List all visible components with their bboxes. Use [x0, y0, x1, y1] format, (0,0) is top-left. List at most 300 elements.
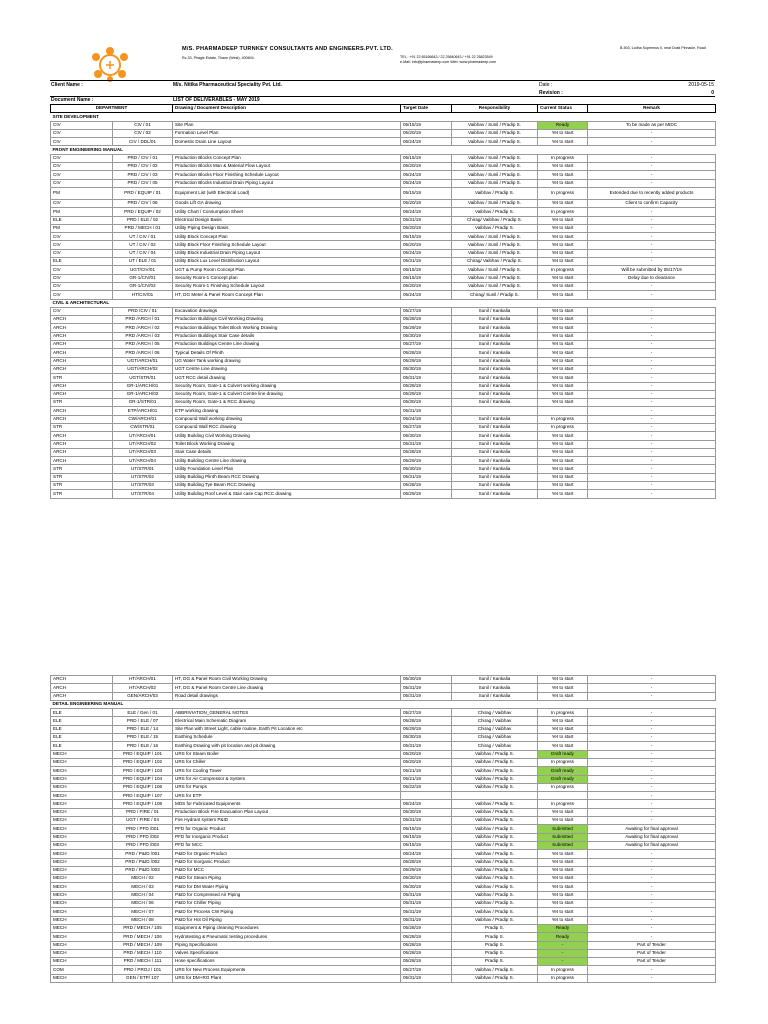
- cell-remark: -: [588, 883, 716, 891]
- cell-remark: -: [588, 415, 716, 423]
- cell-department: MECH: [51, 883, 113, 891]
- cell-department: CIV: [51, 307, 113, 315]
- table-row: [51, 684, 716, 692]
- cell-status: Yet to start: [538, 258, 588, 266]
- cell-responsibility: Sunil / Kankalia: [452, 365, 538, 373]
- cell-document-code: PRD / EQUIP / 02: [113, 208, 173, 216]
- cell-target-date: 05/29/19: [401, 457, 452, 465]
- section-header-row: [51, 146, 716, 154]
- cell-target-date: 05/20/19: [401, 750, 452, 758]
- cell-department: CIV: [51, 291, 113, 299]
- cell-document-code: PRD / ELE / 15: [113, 734, 173, 742]
- cell-description: P&ID for Process CW Piping: [173, 908, 401, 916]
- cell-target-date: 05/24/19: [401, 249, 452, 257]
- cell-document-code: UT/STR/02: [113, 473, 173, 481]
- col-target-date: Target Date: [401, 105, 452, 113]
- cell-remark: -: [588, 858, 716, 866]
- cell-status: Yet to start: [538, 692, 588, 700]
- cell-target-date: 05/24/19: [401, 291, 452, 299]
- cell-responsibility: Sunil / Kankalia: [452, 473, 538, 481]
- cell-department: MECH: [51, 833, 113, 841]
- cell-department: ARCH: [51, 324, 113, 332]
- cell-responsibility: Sunil / Kankalia: [452, 692, 538, 700]
- cell-department: PM: [51, 224, 113, 232]
- cell-department: STR: [51, 423, 113, 431]
- cell-status: Yet to start: [538, 717, 588, 725]
- cell-document-code: GR-1/STR/01: [113, 399, 173, 407]
- table-row: [51, 473, 716, 481]
- cell-target-date: 05/29/19: [401, 357, 452, 365]
- cell-department: MECH: [51, 941, 113, 949]
- cell-remark: -: [588, 734, 716, 742]
- col-description: Drawing / Document Description: [173, 105, 401, 113]
- cell-document-code: UT/ARCH/04: [113, 457, 173, 465]
- table-row: [51, 933, 716, 941]
- col-department: DEPARTMENT: [51, 105, 173, 113]
- cell-status: -: [538, 958, 588, 966]
- cell-responsibility: Vaibhav / Pradip S.: [452, 875, 538, 883]
- table-row: [51, 966, 716, 974]
- cell-remark: -: [588, 465, 716, 473]
- table-row: [51, 875, 716, 883]
- cell-remark: -: [588, 163, 716, 171]
- cell-document-code: UT/STR/01: [113, 465, 173, 473]
- company-logo: [83, 46, 137, 82]
- table-row: [51, 282, 716, 290]
- cell-status: Yet to start: [538, 374, 588, 382]
- cell-description: Utility Building Roof Level & Stair case Cap RCC drawing: [173, 490, 401, 498]
- cell-status: Yet to start: [538, 725, 588, 733]
- cell-description: Fire Hydrant system P&ID: [173, 817, 401, 825]
- date-value: 2019-05-15: [688, 82, 714, 88]
- cell-department: ARCH: [51, 341, 113, 349]
- cell-description: MDS for Fabricated Equipments: [173, 800, 401, 808]
- cell-department: ARCH: [51, 457, 113, 465]
- cell-responsibility: Sunil / Kankalia: [452, 390, 538, 398]
- cell-target-date: 05/28/19: [401, 717, 452, 725]
- cell-remark: -: [588, 482, 716, 490]
- cell-department: ARCH: [51, 440, 113, 448]
- cell-target-date: 05/20/19: [401, 282, 452, 290]
- cell-target-date: 05/15/19: [401, 841, 452, 849]
- table-row: [51, 307, 716, 315]
- cell-document-code: PRD / CIV / 02: [113, 163, 173, 171]
- cell-remark: -: [588, 374, 716, 382]
- client-label: Client Name :: [51, 82, 83, 88]
- cell-department: CIV: [51, 154, 113, 162]
- cell-document-code: GR-1/ARCH/01: [113, 382, 173, 390]
- table-row: [51, 841, 716, 849]
- cell-department: CIV: [51, 138, 113, 146]
- document-name: LIST OF DELIVERABLES - MAY 2019: [173, 97, 260, 103]
- cell-status: Yet to start: [538, 390, 588, 398]
- cell-target-date: 05/30/19: [401, 465, 452, 473]
- cell-document-code: GR-1/CIV/01: [113, 274, 173, 282]
- cell-document-code: PRD /CIV / 01: [113, 307, 173, 315]
- table-row: [51, 332, 716, 340]
- cell-target-date: 05/27/19: [401, 341, 452, 349]
- cell-responsibility: Pradip S.: [452, 933, 538, 941]
- cell-responsibility: Sunil / Kankalia: [452, 457, 538, 465]
- cell-department: MECH: [51, 825, 113, 833]
- cell-responsibility: Sunil / Kankalia: [452, 432, 538, 440]
- cell-remark: -: [588, 216, 716, 224]
- table-row: [51, 224, 716, 232]
- company-address: Rx-33, Phagle Estate, Thane (West), 400604.: [182, 56, 255, 60]
- cell-description: Site Plan: [173, 121, 401, 129]
- cell-department: ARCH: [51, 407, 113, 415]
- cell-description: Earthing Schedule: [173, 734, 401, 742]
- cell-description: URS for Cooling Tower: [173, 767, 401, 775]
- cell-description: UGT Centre Line drawing: [173, 365, 401, 373]
- company-right-address: B-503, Lodha Supremus II, near Dosti Pinnacle, Road: [620, 46, 706, 50]
- cell-responsibility: Pradip S.: [452, 958, 538, 966]
- cell-responsibility: [452, 792, 538, 800]
- cell-status: Ready: [538, 933, 588, 941]
- cell-department: ARCH: [51, 349, 113, 357]
- cell-department: MECH: [51, 974, 113, 982]
- cell-department: ELE: [51, 725, 113, 733]
- cell-document-code: MECH / 03: [113, 883, 173, 891]
- cell-status: Yet to start: [538, 216, 588, 224]
- cell-document-code: UGT / FIRE / 04: [113, 817, 173, 825]
- cell-responsibility: Pradip S.: [452, 924, 538, 932]
- cell-remark: -: [588, 241, 716, 249]
- cell-description: Piping Specifications: [173, 941, 401, 949]
- cell-description: PFD for MCC: [173, 841, 401, 849]
- cell-department: ELE: [51, 258, 113, 266]
- cell-responsibility: Chirag / Vaibhav: [452, 734, 538, 742]
- cell-target-date: 05/28/19: [401, 958, 452, 966]
- cell-responsibility: Vaibhav / Pradip S.: [452, 783, 538, 791]
- cell-remark: -: [588, 382, 716, 390]
- cell-target-date: 05/31/19: [401, 692, 452, 700]
- cell-target-date: 05/28/19: [401, 349, 452, 357]
- cell-description: Typical Details Of Plinth: [173, 349, 401, 357]
- cell-department: ARCH: [51, 692, 113, 700]
- cell-remark: Extended due to recently added products: [588, 187, 716, 199]
- cell-target-date: 05/31/19: [401, 916, 452, 924]
- cell-department: STR: [51, 490, 113, 498]
- cell-document-code: GR-1/ARCH/02: [113, 390, 173, 398]
- cell-status: In progress: [538, 423, 588, 431]
- cell-status: -: [538, 941, 588, 949]
- cell-description: Utility Building Centre Line drawing: [173, 457, 401, 465]
- cell-responsibility: Vaibhav / Pradip S.: [452, 750, 538, 758]
- cell-target-date: 05/29/19: [401, 866, 452, 874]
- cell-responsibility: Vaibhav / Sunil / Pradip S.: [452, 121, 538, 129]
- cell-description: Site Plan with Street Light, cable routine, Earth Pit Location etc: [173, 725, 401, 733]
- cell-document-code: UT/ARCH/01: [113, 432, 173, 440]
- cell-description: Utility Foundation Level Plan: [173, 465, 401, 473]
- cell-responsibility: Vaibhav / Pradip S.: [452, 817, 538, 825]
- cell-remark: -: [588, 792, 716, 800]
- cell-status: Yet to start: [538, 866, 588, 874]
- cell-description: Hydrotesting & Pneumatic testing procedures: [173, 933, 401, 941]
- cell-department: MECH: [51, 908, 113, 916]
- cell-responsibility: Vaibhav / Pradip S.: [452, 908, 538, 916]
- cell-status: Yet to start: [538, 349, 588, 357]
- cell-target-date: 05/15/19: [401, 266, 452, 274]
- table-row: [51, 399, 716, 407]
- cell-target-date: 05/28/19: [401, 924, 452, 932]
- cell-remark: -: [588, 440, 716, 448]
- cell-responsibility: Sunil / Kankalia: [452, 490, 538, 498]
- cell-department: MECH: [51, 800, 113, 808]
- cell-status: Yet to start: [538, 734, 588, 742]
- cell-description: ETP working drawing: [173, 407, 401, 415]
- table-row: [51, 465, 716, 473]
- table-row: [51, 808, 716, 816]
- cell-description: Production Block Fire Evacuation Plan Layout: [173, 808, 401, 816]
- cell-document-code: UT/STR/04: [113, 490, 173, 498]
- cell-target-date: 05/30/19: [401, 399, 452, 407]
- cell-description: Compound Wall working drawing: [173, 415, 401, 423]
- cell-document-code: PRD / MECH / 106: [113, 933, 173, 941]
- table-row: [51, 767, 716, 775]
- cell-status: Yet to start: [538, 382, 588, 390]
- cell-target-date: 05/31/19: [401, 440, 452, 448]
- table-row: [51, 208, 716, 216]
- cell-responsibility: Vaibhav / Sunil / Pradip S.: [452, 129, 538, 137]
- cell-status: Yet to start: [538, 241, 588, 249]
- cell-responsibility: Sunil / Kankalia: [452, 316, 538, 324]
- cell-responsibility: Sunil / Kankalia: [452, 357, 538, 365]
- cell-status: Yet to start: [538, 291, 588, 299]
- cell-remark: -: [588, 208, 716, 216]
- cell-description: Utility Block Floor Finishing Schedule Layout: [173, 241, 401, 249]
- cell-target-date: 05/31/19: [401, 258, 452, 266]
- cell-responsibility: Sunil / Kankalia: [452, 307, 538, 315]
- table-row: [51, 199, 716, 207]
- cell-description: Excavation drawings: [173, 307, 401, 315]
- cell-responsibility: Sunil / Kankalia: [452, 399, 538, 407]
- cell-responsibility: Sunil / Kankalia: [452, 382, 538, 390]
- cell-remark: -: [588, 129, 716, 137]
- cell-target-date: 05/30/19: [401, 734, 452, 742]
- cell-responsibility: Vaibhav / Pradip S.: [452, 850, 538, 858]
- cell-document-code: UGT/ARCH/02: [113, 365, 173, 373]
- cell-target-date: 05/20/19: [401, 199, 452, 207]
- cell-department: MECH: [51, 767, 113, 775]
- table-row: [51, 316, 716, 324]
- cell-document-code: PRD /ARCH / 05: [113, 341, 173, 349]
- cell-responsibility: [452, 407, 538, 415]
- cell-description: Utility Block Industrial Drain Piping Layout: [173, 249, 401, 257]
- table-row: [51, 374, 716, 382]
- cell-description: Utility Block Lux Level Distribution Layout: [173, 258, 401, 266]
- cell-remark: -: [588, 775, 716, 783]
- cell-status: -: [538, 949, 588, 957]
- cell-responsibility: Vaibhav / Pradip S.: [452, 858, 538, 866]
- cell-department: ELE: [51, 216, 113, 224]
- table-row: [51, 725, 716, 733]
- cell-description: URS for New Process Equipments: [173, 966, 401, 974]
- cell-target-date: 05/28/19: [401, 482, 452, 490]
- cell-document-code: ETP/ARCH/01: [113, 407, 173, 415]
- cell-status: Yet to start: [538, 900, 588, 908]
- section-title: SITE DEVELOPMENT: [51, 113, 716, 121]
- cell-remark: -: [588, 767, 716, 775]
- cell-description: P&ID for MCC: [173, 866, 401, 874]
- cell-department: ARCH: [51, 448, 113, 456]
- cell-department: CIV: [51, 249, 113, 257]
- cell-remark: -: [588, 900, 716, 908]
- cell-status: Yet to start: [538, 883, 588, 891]
- cell-status: Yet to start: [538, 891, 588, 899]
- cell-description: Domestic Drain Line Layout: [173, 138, 401, 146]
- cell-target-date: 05/24/19: [401, 171, 452, 179]
- revision-label: Revision :: [539, 90, 563, 96]
- cell-status: In progress: [538, 208, 588, 216]
- cell-description: Earthing Drawing with pit location and pit drawing: [173, 742, 401, 750]
- cell-department: MECH: [51, 875, 113, 883]
- cell-description: Equipment List (with Electrical Load): [173, 187, 401, 199]
- cell-remark: Part of Tender: [588, 941, 716, 949]
- table-row: [51, 941, 716, 949]
- cell-remark: -: [588, 258, 716, 266]
- table-row: [51, 171, 716, 179]
- cell-department: ARCH: [51, 316, 113, 324]
- date-label: Date :: [539, 82, 553, 88]
- cell-description: Production Buildings Stair Case details: [173, 332, 401, 340]
- cell-responsibility: Sunil / Kankalia: [452, 482, 538, 490]
- cell-department: CIV: [51, 171, 113, 179]
- table-row: [51, 891, 716, 899]
- cell-responsibility: Vaibhav / Sunil / Pradip S.: [452, 249, 538, 257]
- table-row: [51, 291, 716, 299]
- cell-remark: -: [588, 365, 716, 373]
- cell-description: Utility Block Concept Plan: [173, 233, 401, 241]
- cell-target-date: 05/27/19: [401, 423, 452, 431]
- table-row: [51, 833, 716, 841]
- cell-target-date: 05/27/19: [401, 307, 452, 315]
- cell-target-date: 05/31/19: [401, 974, 452, 982]
- cell-document-code: CIV / DDL/01: [113, 138, 173, 146]
- cell-document-code: MECH / 02: [113, 875, 173, 883]
- cell-document-code: PRD / MECH / 110: [113, 949, 173, 957]
- cell-department: STR: [51, 473, 113, 481]
- cell-responsibility: Sunil / Kankalia: [452, 415, 538, 423]
- cell-department: CIV: [51, 233, 113, 241]
- cell-status: Yet to start: [538, 163, 588, 171]
- cell-target-date: 05/30/19: [401, 875, 452, 883]
- cell-target-date: 05/28/19: [401, 941, 452, 949]
- cell-remark: -: [588, 916, 716, 924]
- cell-target-date: 05/24/19: [401, 208, 452, 216]
- table-row: [51, 457, 716, 465]
- cell-remark: Part of Tender: [588, 949, 716, 957]
- cell-department: MECH: [51, 775, 113, 783]
- cell-target-date: 05/30/19: [401, 432, 452, 440]
- cell-status: Submitted: [538, 833, 588, 841]
- cell-status: Yet to start: [538, 249, 588, 257]
- table-row: [51, 692, 716, 700]
- cell-remark: -: [588, 423, 716, 431]
- cell-remark: -: [588, 783, 716, 791]
- cell-target-date: 05/31/19: [401, 216, 452, 224]
- cell-responsibility: Sunil / Kankalia: [452, 374, 538, 382]
- table-row: [51, 792, 716, 800]
- cell-remark: -: [588, 924, 716, 932]
- cell-description: ABBRIVIATION_GENERAL NOTES: [173, 709, 401, 717]
- cell-document-code: PRD / P&ID /003: [113, 866, 173, 874]
- table-row: [51, 154, 716, 162]
- cell-department: MECH: [51, 783, 113, 791]
- cell-document-code: PRD / CIV / 06: [113, 199, 173, 207]
- cell-status: In progress: [538, 266, 588, 274]
- col-responsibility: Responsibility: [452, 105, 538, 113]
- cell-status: Yet to start: [538, 858, 588, 866]
- table-row: [51, 800, 716, 808]
- cell-department: MECH: [51, 958, 113, 966]
- cell-document-code: UT / CIV / 01: [113, 233, 173, 241]
- cell-target-date: 05/20/19: [401, 241, 452, 249]
- cell-remark: To be made as per MIDC: [588, 121, 716, 129]
- table-row: [51, 341, 716, 349]
- cell-status: Yet to start: [538, 875, 588, 883]
- cell-remark: -: [588, 709, 716, 717]
- cell-department: STR: [51, 482, 113, 490]
- table-row: [51, 825, 716, 833]
- cell-target-date: 05/28/19: [401, 382, 452, 390]
- cell-remark: -: [588, 179, 716, 187]
- table-row: [51, 382, 716, 390]
- cell-target-date: 05/28/19: [401, 933, 452, 941]
- cell-remark: -: [588, 399, 716, 407]
- cell-status: Yet to start: [538, 129, 588, 137]
- cell-description: P&ID for DM Water Piping: [173, 883, 401, 891]
- table-row: [51, 958, 716, 966]
- cell-status: Yet to start: [538, 138, 588, 146]
- cell-description: PFD for Organic Product: [173, 825, 401, 833]
- cell-description: P&ID for Organic Product: [173, 850, 401, 858]
- cell-remark: -: [588, 717, 716, 725]
- cell-description: Security Room, Gate-1 & Culvert Centre line drawing: [173, 390, 401, 398]
- cell-document-code: PRD / PFD /001: [113, 825, 173, 833]
- header-divider: [50, 80, 715, 81]
- cell-description: P&ID for Inorganic Product: [173, 858, 401, 866]
- cell-description: HT, DG & Panel Room Civil Working Drawing: [173, 676, 401, 684]
- cell-responsibility: Vaibhav / Pradip S.: [452, 891, 538, 899]
- cell-target-date: 05/24/19: [401, 138, 452, 146]
- cell-remark: -: [588, 171, 716, 179]
- cell-remark: Client to confirm Capacity: [588, 199, 716, 207]
- cell-responsibility: Vaibhav / Sunil / Pradip S.: [452, 163, 538, 171]
- cell-status: Yet to start: [538, 473, 588, 481]
- table-row: [51, 866, 716, 874]
- section-header-row: [51, 113, 716, 121]
- cell-document-code: UT/ARCH/03: [113, 448, 173, 456]
- cell-target-date: 05/20/19: [401, 129, 452, 137]
- cell-status: Yet to start: [538, 357, 588, 365]
- client-name: M/s. Nitika Pharmaceutical Speciality Pvt. Ltd.: [173, 82, 282, 88]
- cell-description: UGT RCC detail drawing: [173, 374, 401, 382]
- cell-status: Yet to start: [538, 324, 588, 332]
- table-row: [51, 490, 716, 498]
- cell-responsibility: Sunil / Kankalia: [452, 341, 538, 349]
- cell-remark: -: [588, 908, 716, 916]
- cell-document-code: CIV / 02: [113, 129, 173, 137]
- cell-target-date: 05/31/19: [401, 891, 452, 899]
- cell-department: MECH: [51, 933, 113, 941]
- cell-description: Utility Building Civil Working Drawing: [173, 432, 401, 440]
- cell-document-code: PRD / CIV / 01: [113, 154, 173, 162]
- table-row: [51, 357, 716, 365]
- cell-department: MECH: [51, 924, 113, 932]
- cell-target-date: 05/15/19: [401, 233, 452, 241]
- cell-status: In progress: [538, 709, 588, 717]
